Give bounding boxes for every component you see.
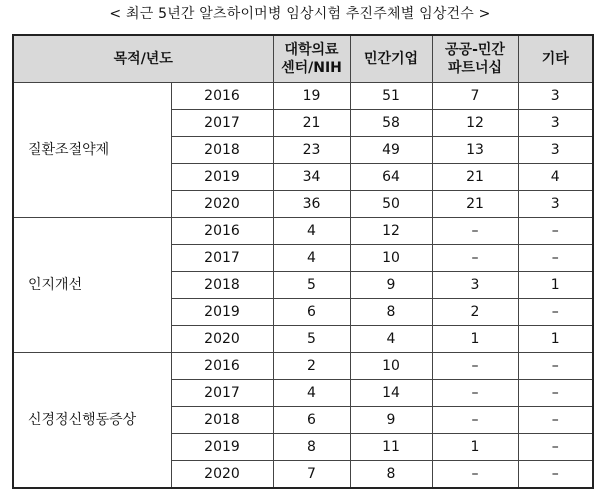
other-cell: 1 [518,326,593,353]
university-cell: 4 [273,380,350,407]
header-other: 기타 [518,35,593,83]
private-cell: 58 [350,110,432,137]
year-cell: 2018 [171,272,273,299]
private-cell: 12 [350,218,432,245]
header-university-nih [273,35,350,83]
private-cell: 11 [350,434,432,461]
university-cell: 5 [273,326,350,353]
other-cell: – [518,380,593,407]
other-cell: – [518,461,593,489]
other-cell: 3 [518,137,593,164]
private-cell: 4 [350,326,432,353]
group-label: 질환조절약제 [13,83,171,218]
partnership-cell: 1 [432,326,518,353]
university-cell: 19 [273,83,350,110]
year-cell: 2018 [171,137,273,164]
group-disease-modifying [13,83,593,218]
private-cell: 8 [350,461,432,489]
year-cell: 2019 [171,164,273,191]
header-purpose-year: 목적/년도 [13,35,273,83]
private-cell: 49 [350,137,432,164]
year-cell: 2019 [171,299,273,326]
year-cell: 2017 [171,245,273,272]
private-cell: 9 [350,272,432,299]
university-cell: 4 [273,218,350,245]
other-cell: – [518,218,593,245]
partnership-cell: – [432,461,518,489]
table-row [13,83,593,110]
partnership-cell: 2 [432,299,518,326]
header-university-line2: 센터/NIH [281,60,342,76]
partnership-cell: – [432,245,518,272]
header-partnership-line2: 파트너십 [447,60,503,76]
header-university-line1: 대학의료 [284,42,339,58]
private-cell: 14 [350,380,432,407]
other-cell: – [518,434,593,461]
partnership-cell: – [432,380,518,407]
private-cell: 64 [350,164,432,191]
group-neuropsychiatric-symptoms [13,353,593,489]
other-cell: – [518,407,593,434]
other-cell: – [518,299,593,326]
table-row [13,218,593,245]
partnership-cell: 21 [432,191,518,218]
year-cell: 2020 [171,461,273,489]
year-cell: 2017 [171,380,273,407]
other-cell: 3 [518,83,593,110]
header-private-company: 민간기업 [350,35,432,83]
year-cell: 2016 [171,218,273,245]
private-cell: 10 [350,353,432,380]
private-cell: 10 [350,245,432,272]
partnership-cell: 3 [432,272,518,299]
university-cell: 36 [273,191,350,218]
group-cognitive-improvement [13,218,593,353]
header-partnership [432,35,518,83]
group-label: 신경정신행동증상 [13,353,171,489]
university-cell: 7 [273,461,350,489]
other-cell: 3 [518,110,593,137]
other-cell: 4 [518,164,593,191]
partnership-cell: – [432,407,518,434]
partnership-cell: 21 [432,164,518,191]
university-cell: 4 [273,245,350,272]
year-cell: 2017 [171,110,273,137]
private-cell: 51 [350,83,432,110]
university-cell: 6 [273,407,350,434]
partnership-cell: 1 [432,434,518,461]
other-cell: – [518,353,593,380]
year-cell: 2020 [171,191,273,218]
university-cell: 21 [273,110,350,137]
other-cell: 1 [518,272,593,299]
partnership-cell: 7 [432,83,518,110]
partnership-cell: – [432,353,518,380]
table-row [13,353,593,380]
group-label: 인지개선 [13,218,171,353]
private-cell: 9 [350,407,432,434]
partnership-cell: 13 [432,137,518,164]
partnership-cell: – [432,218,518,245]
year-cell: 2018 [171,407,273,434]
other-cell: 3 [518,191,593,218]
year-cell: 2020 [171,326,273,353]
other-cell: – [518,245,593,272]
university-cell: 5 [273,272,350,299]
private-cell: 50 [350,191,432,218]
header-row [13,35,593,83]
private-cell: 8 [350,299,432,326]
university-cell: 6 [273,299,350,326]
table-title: < 최근 5년간 알츠하이머병 임상시험 추진주체별 임상건수 > [109,6,491,22]
university-cell: 2 [273,353,350,380]
year-cell: 2016 [171,83,273,110]
university-cell: 23 [273,137,350,164]
year-cell: 2019 [171,434,273,461]
university-cell: 8 [273,434,350,461]
clinical-trials-table [12,34,594,489]
header-partnership-line1: 공공-민간 [445,42,505,58]
university-cell: 34 [273,164,350,191]
partnership-cell: 12 [432,110,518,137]
year-cell: 2016 [171,353,273,380]
